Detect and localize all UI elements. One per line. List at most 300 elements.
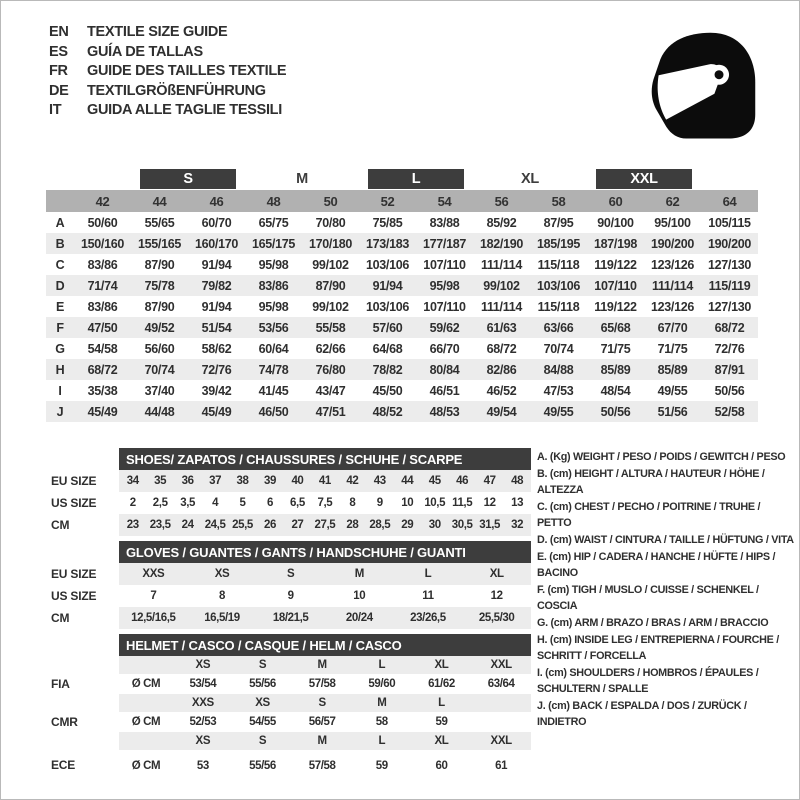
size-letter: M	[296, 170, 308, 187]
size-number: 42	[74, 190, 131, 212]
shoes-rows	[51, 470, 531, 536]
helmet-size-letter: XS	[233, 694, 293, 712]
size-letter: S	[140, 169, 236, 189]
gloves-value: 25,5/30	[462, 607, 531, 629]
shoes-value: 4	[212, 497, 219, 509]
shoes-size-table	[51, 448, 531, 536]
gloves-value: 8	[218, 590, 225, 602]
measurement-value: 103/106	[365, 257, 410, 272]
helmet-size-letter-row	[51, 656, 531, 674]
shoes-value: 27,5	[311, 514, 338, 536]
measurement-value: 48/53	[416, 401, 473, 422]
measurement-value: 85/89	[587, 359, 644, 380]
shoes-row	[51, 514, 531, 536]
measurement-value: 74/78	[245, 359, 302, 380]
size-number: 54	[416, 190, 473, 212]
language-title-row	[49, 62, 286, 82]
measurement-value: 70/80	[315, 215, 346, 230]
language-title-label: GUIDE DES TAILLES TEXTILE	[87, 63, 287, 79]
measurement-value: 127/130	[707, 257, 752, 272]
helmet-size-letter: L	[352, 732, 412, 750]
shoes-value: 7,5	[317, 497, 333, 509]
language-title-label: GUÍA DE TALLAS	[87, 43, 203, 60]
measurement-value: 65/75	[258, 215, 289, 230]
helmet-size-letter: S	[292, 694, 352, 712]
measurement-value: 68/72	[701, 317, 758, 338]
gloves-row	[51, 585, 531, 607]
size-letter-row	[46, 167, 758, 190]
gloves-value: XXS	[119, 563, 188, 585]
helmet-value-row	[51, 750, 531, 777]
helmet-unit-spacer	[119, 656, 173, 674]
gloves-value: 18/21,5	[256, 607, 325, 629]
measurement-value: 87/95	[543, 215, 574, 230]
helmet-size-letter: L	[412, 694, 472, 712]
legend-item: F. (cm) TIGH / MUSLO / CUISSE / SCHENKEL / COSCIA	[537, 584, 759, 612]
measurement-value: 83/86	[87, 257, 118, 272]
measurement-value: 45/49	[74, 401, 131, 422]
shoes-row-label: EU SIZE	[51, 470, 119, 492]
shoes-value: 30	[421, 514, 448, 536]
shoes-value: 13	[511, 497, 524, 509]
helmet-size-letter: S	[233, 656, 293, 674]
helmet-value: 58	[375, 716, 388, 728]
helmet-value: 61/62	[428, 678, 455, 690]
measurement-value: 79/82	[188, 275, 245, 296]
helmet-value: 57/58	[308, 760, 336, 772]
measurement-value: 48/54	[600, 383, 631, 398]
measurement-row	[46, 401, 758, 422]
gloves-value: L	[394, 563, 463, 585]
measurement-value: 47/53	[543, 383, 574, 398]
helmet-size-letter: M	[292, 656, 352, 674]
size-number: 50	[302, 190, 359, 212]
helmet-unit-label: Ø CM	[131, 678, 161, 690]
size-number: 58	[530, 190, 587, 212]
measurement-value: 35/38	[87, 383, 118, 398]
size-number: 46	[188, 190, 245, 212]
measurement-row-label: J	[46, 401, 74, 422]
measurement-value: 84/88	[530, 359, 587, 380]
measurement-value: 91/94	[201, 299, 232, 314]
shoes-value: 5	[239, 497, 246, 509]
shoes-value: 24,5	[201, 514, 228, 536]
shoes-value: 23	[119, 514, 146, 536]
measurement-value: 49/52	[131, 317, 188, 338]
gloves-row	[51, 563, 531, 585]
measurement-row-label: A	[55, 215, 65, 230]
shoes-value: 6	[266, 497, 273, 509]
shoes-value: 10	[401, 497, 414, 509]
shoes-value: 6,5	[290, 497, 305, 509]
accessory-tables	[51, 448, 531, 782]
size-number: 62	[644, 190, 701, 212]
helmet-value: 61	[495, 760, 508, 772]
shoes-value: 35	[146, 470, 173, 492]
measurement-value: 65/68	[587, 317, 644, 338]
helmet-table-head	[51, 634, 531, 656]
measurement-value: 46/51	[429, 383, 460, 398]
legend-item: D. (cm) WAIST / CINTURA / TAILLE / HÜFTUNG / VITA	[537, 534, 794, 546]
measurement-row-label: E	[55, 299, 65, 314]
measurement-value: 49/55	[530, 401, 587, 422]
measurement-value: 75/85	[372, 215, 403, 230]
measurement-value: 41/45	[258, 383, 289, 398]
legend-item: B. (cm) HEIGHT / ALTURA / HAUTEUR / HÖHE / ALTEZZA	[537, 468, 765, 496]
measurement-value: 105/115	[708, 215, 751, 230]
measurement-value: 46/50	[245, 401, 302, 422]
gloves-value: XS	[188, 563, 257, 585]
helmet-value-row	[51, 674, 531, 694]
shoes-value: 3,5	[180, 497, 196, 509]
measurement-row-label: F	[46, 317, 74, 338]
measurement-value: 49/55	[657, 383, 688, 398]
helmet-value	[471, 712, 531, 732]
helmet-value: 55/56	[249, 678, 276, 690]
measurement-value: 107/110	[423, 299, 466, 314]
gloves-title-spacer	[51, 541, 119, 563]
measurement-value: 187/198	[587, 233, 644, 254]
measurement-value: 51/56	[644, 401, 701, 422]
measurement-value: 50/56	[587, 401, 644, 422]
measurement-value: 111/114	[480, 299, 522, 314]
measurement-row	[46, 317, 758, 338]
measurement-value: 75/78	[131, 275, 188, 296]
size-letter-cell	[131, 167, 245, 190]
shoes-title-row	[51, 448, 531, 470]
measurement-value: 87/90	[144, 299, 175, 314]
shoes-value: 36	[174, 470, 201, 492]
gloves-value: 20/24	[325, 607, 394, 629]
helmet-value: 59	[435, 716, 448, 728]
measurement-value: 90/100	[597, 215, 634, 230]
measurement-value: 99/102	[312, 257, 349, 272]
size-number: 52	[359, 190, 416, 212]
measurement-value: 68/72	[486, 341, 517, 356]
measurement-value: 66/70	[429, 341, 460, 356]
shoes-value: 28,5	[366, 514, 393, 536]
measurement-value: 95/100	[654, 215, 691, 230]
size-letter: XXL	[596, 169, 692, 189]
measurement-value: 155/165	[131, 233, 188, 254]
measurement-value: 123/126	[650, 257, 695, 272]
measurement-value: 52/58	[701, 401, 758, 422]
gloves-value: 23/26,5	[394, 607, 463, 629]
shoes-value: 28	[339, 514, 366, 536]
measurement-value: 57/60	[359, 317, 416, 338]
legend-item: G. (cm) ARM / BRAZO / BRAS / ARM / BRACCIO	[537, 617, 769, 629]
measurement-value: 54/58	[87, 341, 118, 356]
measurement-row-label: H	[46, 359, 74, 380]
measurement-value: 55/58	[302, 317, 359, 338]
language-title-label: TEXTILGRÖßENFÜHRUNG	[87, 82, 266, 99]
legend-item: A. (Kg) WEIGHT / PESO / POIDS / GEWITCH / PESO	[537, 451, 786, 463]
measurement-value: 62/66	[315, 341, 346, 356]
shoes-row-label: US SIZE	[51, 492, 119, 514]
measurement-value: 85/89	[644, 359, 701, 380]
helmet-title-bar: HELMET / CASCO / CASQUE / HELM / CASCO	[119, 634, 531, 656]
measurement-value: 91/94	[359, 275, 416, 296]
helmet-value: 54/55	[249, 716, 276, 728]
measurement-value: 37/40	[144, 383, 175, 398]
gloves-value: 16,5/19	[188, 607, 257, 629]
language-title-row	[49, 82, 286, 102]
helmet-groups	[51, 656, 531, 777]
measurement-value: 83/88	[429, 215, 460, 230]
language-title-row	[49, 23, 286, 43]
measurement-value: 59/62	[416, 317, 473, 338]
measurement-value: 115/119	[701, 275, 758, 296]
measurement-value: 119/122	[594, 257, 637, 272]
helmet-standard-label: FIA	[51, 674, 119, 694]
gloves-value: S	[256, 563, 325, 585]
language-code: EN	[49, 24, 69, 40]
shoes-value: 32	[503, 514, 531, 536]
measurement-value: 87/90	[144, 257, 175, 272]
shoes-value: 38	[229, 470, 256, 492]
shoes-value: 43	[366, 470, 393, 492]
language-title-row	[49, 101, 286, 121]
helmet-size-letter-row	[51, 732, 531, 750]
shoes-value: 37	[201, 470, 228, 492]
helmet-value: 52/53	[189, 716, 217, 728]
shoes-value: 23,5	[146, 514, 173, 536]
size-letter-cell	[587, 167, 701, 190]
measurement-value: 68/72	[74, 359, 131, 380]
helmet-unit-spacer	[119, 694, 173, 712]
measurement-value: 43/47	[315, 383, 346, 398]
shoes-title-bar: SHOES/ ZAPATOS / CHAUSSURES / SCHUHE / SCARPE	[119, 448, 531, 470]
language-code: IT	[49, 102, 62, 118]
helmet-size-table	[51, 634, 531, 777]
helmet-size-letter: M	[292, 732, 352, 750]
helmet-size-letter: XXL	[471, 732, 531, 750]
shoes-value: 44	[394, 470, 421, 492]
gloves-value: 9	[287, 590, 294, 602]
measurement-row	[46, 296, 758, 317]
measurement-value: 190/200	[644, 233, 701, 254]
shoes-value: 24	[174, 514, 201, 536]
measurement-value: 182/190	[473, 233, 530, 254]
shoes-row	[51, 492, 531, 514]
helmet-value: 53	[196, 760, 209, 772]
gloves-row-label: US SIZE	[51, 585, 119, 607]
measurement-value: 71/75	[600, 341, 631, 356]
helmet-size-letter: L	[352, 656, 412, 674]
helmet-value: 55/56	[249, 760, 276, 772]
gloves-value: M	[325, 563, 394, 585]
gloves-title-bar: GLOVES / GUANTES / GANTS / HANDSCHUHE / GUANTI	[119, 541, 531, 563]
shoes-value: 26	[256, 514, 283, 536]
measurement-value: 83/86	[245, 275, 302, 296]
measurement-value: 72/76	[188, 359, 245, 380]
language-code: DE	[49, 82, 69, 99]
measurement-value: 49/54	[473, 401, 530, 422]
helmet-size-letter: XL	[412, 656, 472, 674]
helmet-size-letter: XS	[173, 656, 233, 674]
helmet-value: 53/54	[189, 678, 217, 690]
gloves-row-label: CM	[51, 607, 119, 629]
measurement-value: 50/56	[714, 383, 745, 398]
measurement-row	[46, 233, 758, 254]
shoes-value: 8	[349, 497, 356, 509]
helmet-size-letter: XL	[412, 732, 472, 750]
measurement-value: 107/110	[587, 275, 644, 296]
measurement-value: 70/74	[131, 359, 188, 380]
measurement-legend	[537, 449, 795, 731]
measurement-value: 53/56	[245, 317, 302, 338]
measurement-value: 173/183	[359, 233, 416, 254]
helmet-title-spacer	[51, 634, 119, 656]
shoes-value: 29	[394, 514, 421, 536]
shoes-value: 10,5	[424, 497, 446, 509]
gloves-value: 7	[150, 590, 157, 602]
gloves-title-row	[51, 541, 531, 563]
measurement-value: 165/175	[245, 233, 302, 254]
helmet-size-letter: S	[233, 732, 293, 750]
measurement-value: 76/80	[302, 359, 359, 380]
measurement-value: 58/62	[201, 341, 232, 356]
gloves-row-label: EU SIZE	[51, 563, 119, 585]
helmet-value: 57/58	[308, 678, 336, 690]
size-number-row	[46, 190, 758, 212]
language-title-list	[49, 23, 286, 121]
helmet-size-row-spacer	[51, 694, 119, 712]
measurement-row	[46, 359, 758, 380]
measurement-value: 71/75	[657, 341, 688, 356]
legend-item: E. (cm) HIP / CADERA / HANCHE / HÜFTE / HIPS / BACINO	[537, 551, 776, 579]
measurement-value: 111/114	[644, 275, 701, 296]
size-number-spacer	[46, 190, 74, 212]
gloves-row	[51, 607, 531, 629]
shoes-value: 11,5	[452, 497, 473, 509]
shoes-value: 27	[284, 514, 311, 536]
helmet-icon-svg	[646, 27, 761, 142]
gloves-value: 10	[353, 590, 366, 602]
helmet-size-letter: XS	[173, 732, 233, 750]
measurement-value: 45/50	[372, 383, 403, 398]
helmet-size-letter: XXL	[471, 656, 531, 674]
measurement-value: 51/54	[188, 317, 245, 338]
measurement-value: 87/91	[701, 359, 758, 380]
gloves-value: XL	[462, 563, 531, 585]
measurement-value: 78/82	[359, 359, 416, 380]
measurement-row-label: G	[55, 341, 65, 356]
measurement-value: 48/52	[359, 401, 416, 422]
measurement-value: 185/195	[530, 233, 587, 254]
helmet-size-letter	[471, 694, 531, 712]
helmet-unit-label: Ø CM	[131, 716, 161, 728]
language-title-label: GUIDA ALLE TAGLIE TESSILI	[87, 102, 282, 118]
measurement-value: 95/98	[258, 257, 289, 272]
measurement-row	[46, 212, 758, 233]
helmet-value-row	[51, 712, 531, 732]
legend-item: J. (cm) BACK / ESPALDA / DOS / ZURÜCK / INDIETRO	[537, 700, 747, 728]
measurement-value: 95/98	[258, 299, 289, 314]
measurement-row-label: C	[55, 257, 65, 272]
helmet-size-letter: M	[352, 694, 412, 712]
measurement-value: 103/106	[530, 275, 587, 296]
helmet-unit-label: Ø CM	[131, 760, 161, 772]
gloves-value: 11	[422, 590, 434, 602]
measurement-value: 55/65	[144, 215, 175, 230]
measurement-value: 39/42	[201, 383, 232, 398]
helmet-size-row-spacer	[51, 656, 119, 674]
measurement-value: 177/187	[416, 233, 473, 254]
size-number: 64	[701, 190, 758, 212]
language-code: FR	[49, 63, 68, 79]
measurement-value: 111/114	[480, 257, 522, 272]
measurement-value: 61/63	[473, 317, 530, 338]
measurement-value: 160/170	[188, 233, 245, 254]
measurement-value: 45/49	[188, 401, 245, 422]
measurement-value: 67/70	[644, 317, 701, 338]
size-letter-cell	[473, 167, 587, 190]
helmet-unit-spacer	[119, 732, 173, 750]
textile-table-body	[46, 212, 758, 422]
shoes-value: 42	[339, 470, 366, 492]
measurement-row	[46, 380, 758, 401]
measurement-value: 95/98	[416, 275, 473, 296]
size-letter-cell	[46, 167, 131, 190]
shoes-value: 2	[129, 497, 136, 509]
size-letter-cell	[701, 167, 758, 190]
helmet-size-letter: XXS	[173, 694, 233, 712]
helmet-size-row-spacer	[51, 732, 119, 750]
shoes-value: 9	[376, 497, 383, 509]
helmet-value: 56/57	[308, 716, 336, 728]
shoes-value: 2,5	[152, 497, 168, 509]
measurement-value: 63/66	[530, 317, 587, 338]
measurement-row-label: I	[58, 383, 62, 398]
shoes-row	[51, 470, 531, 492]
shoes-value: 25,5	[229, 514, 256, 536]
shoes-value: 39	[256, 470, 283, 492]
textile-size-table	[46, 167, 758, 422]
measurement-value: 47/51	[302, 401, 359, 422]
size-letter: L	[368, 169, 464, 189]
size-number: 60	[587, 190, 644, 212]
measurement-value: 60/64	[258, 341, 289, 356]
measurement-row	[46, 338, 758, 359]
measurement-value: 119/122	[594, 299, 637, 314]
helmet-standard-label: CMR	[51, 712, 119, 732]
gloves-rows	[51, 563, 531, 629]
measurement-value: 190/200	[701, 233, 758, 254]
helmet-size-letter-row	[51, 694, 531, 712]
measurement-value: 85/92	[486, 215, 517, 230]
size-number: 44	[131, 190, 188, 212]
shoes-value: 48	[503, 470, 531, 492]
gloves-table-body	[51, 541, 531, 563]
measurement-value: 44/48	[131, 401, 188, 422]
legend-item: I. (cm) SHOULDERS / HOMBROS / ÉPAULES / SCHULTERN / SPALLE	[537, 667, 759, 695]
measurement-value: 50/60	[87, 215, 118, 230]
measurement-row-label: D	[46, 275, 74, 296]
shoes-value: 12	[483, 497, 496, 509]
shoes-value: 34	[119, 470, 146, 492]
measurement-value: 60/70	[201, 215, 232, 230]
measurement-value: 80/84	[416, 359, 473, 380]
size-number: 48	[245, 190, 302, 212]
measurement-value: 56/60	[144, 341, 175, 356]
shoes-value: 41	[311, 470, 338, 492]
measurement-value: 150/160	[74, 233, 131, 254]
measurement-value: 82/86	[473, 359, 530, 380]
shoes-table-body	[51, 448, 531, 470]
gloves-value: 12,5/16,5	[119, 607, 188, 629]
legend-item: H. (cm) INSIDE LEG / ENTREPIERNA / FOURCHE / SCHRITT / FORCELLA	[537, 634, 779, 662]
